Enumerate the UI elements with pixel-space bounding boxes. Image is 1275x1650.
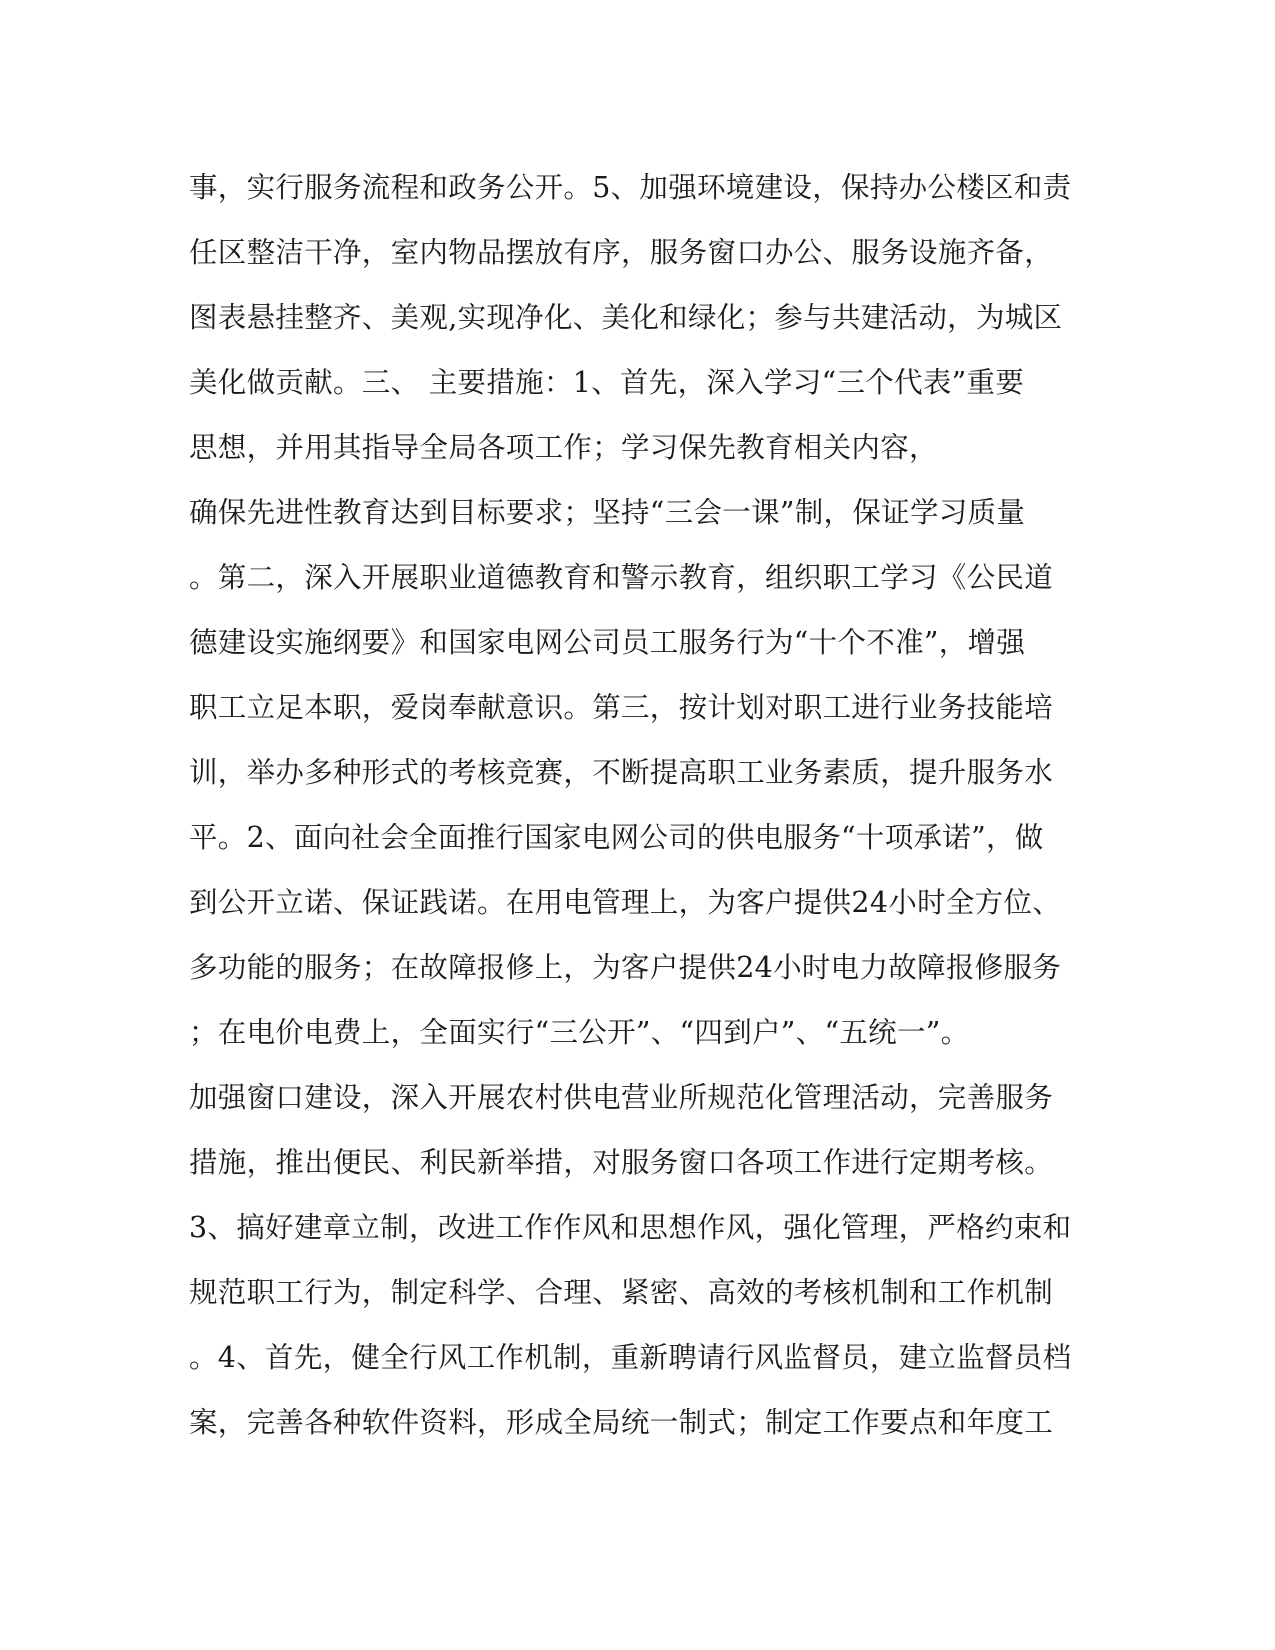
body-text	[189, 155, 1089, 1455]
text-line: 案，完善各种软件资料，形成全局统一制式；制定工作要点和年度工	[189, 1406, 1054, 1439]
text-line: 德建设实施纲要》和国家电网公司员工服务行为“十个不准”，增强	[189, 626, 1026, 659]
text-line: ；在电价电费上，全面实行“三公开”、“四到户”、“五统一”。	[189, 1016, 970, 1049]
text-line: 任区整洁干净，室内物品摆放有序，服务窗口办公、服务设施齐备，	[189, 236, 1054, 269]
text-line: 3、搞好建章立制，改进工作作风和思想作风，强化管理，严格约束和	[189, 1211, 1072, 1244]
text-line: 事，实行服务流程和政务公开。5、加强环境建设，保持办公楼区和责	[189, 171, 1072, 204]
text-line: 。4、首先，健全行风工作机制，重新聘请行风监督员，建立监督员档	[189, 1341, 1072, 1374]
text-line: 训，举办多种形式的考核竞赛，不断提高职工业务素质，提升服务水	[189, 756, 1054, 789]
text-line: 。第二，深入开展职业道德教育和警示教育，组织职工学习《公民道	[189, 561, 1054, 594]
text-line: 平。2、面向社会全面推行国家电网公司的供电服务“十项承诺”，做	[189, 821, 1044, 854]
text-line: 确保先进性教育达到目标要求；坚持“三会一课”制，保证学习质量	[189, 496, 1026, 529]
text-line: 图表悬挂整齐、美观,实现净化、美化和绿化；参与共建活动，为城区	[189, 301, 1063, 334]
text-line: 加强窗口建设，深入开展农村供电营业所规范化管理活动，完善服务	[189, 1081, 1054, 1114]
text-line: 思想，并用其指导全局各项工作；学习保先教育相关内容，	[189, 431, 938, 464]
text-line: 规范职工行为，制定科学、合理、紧密、高效的考核机制和工作机制	[189, 1276, 1054, 1309]
text-line: 职工立足本职，爱岗奉献意识。第三，按计划对职工进行业务技能培	[189, 691, 1054, 724]
text-line: 多功能的服务；在故障报修上，为客户提供24小时电力故障报修服务	[189, 951, 1062, 984]
text-line: 措施，推出便民、利民新举措，对服务窗口各项工作进行定期考核。	[189, 1146, 1054, 1179]
text-line: 到公开立诺、保证践诺。在用电管理上，为客户提供24小时全方位、	[189, 886, 1062, 919]
text-line: 美化做贡献。三、 主要措施：1、首先，深入学习“三个代表”重要	[189, 366, 1025, 399]
